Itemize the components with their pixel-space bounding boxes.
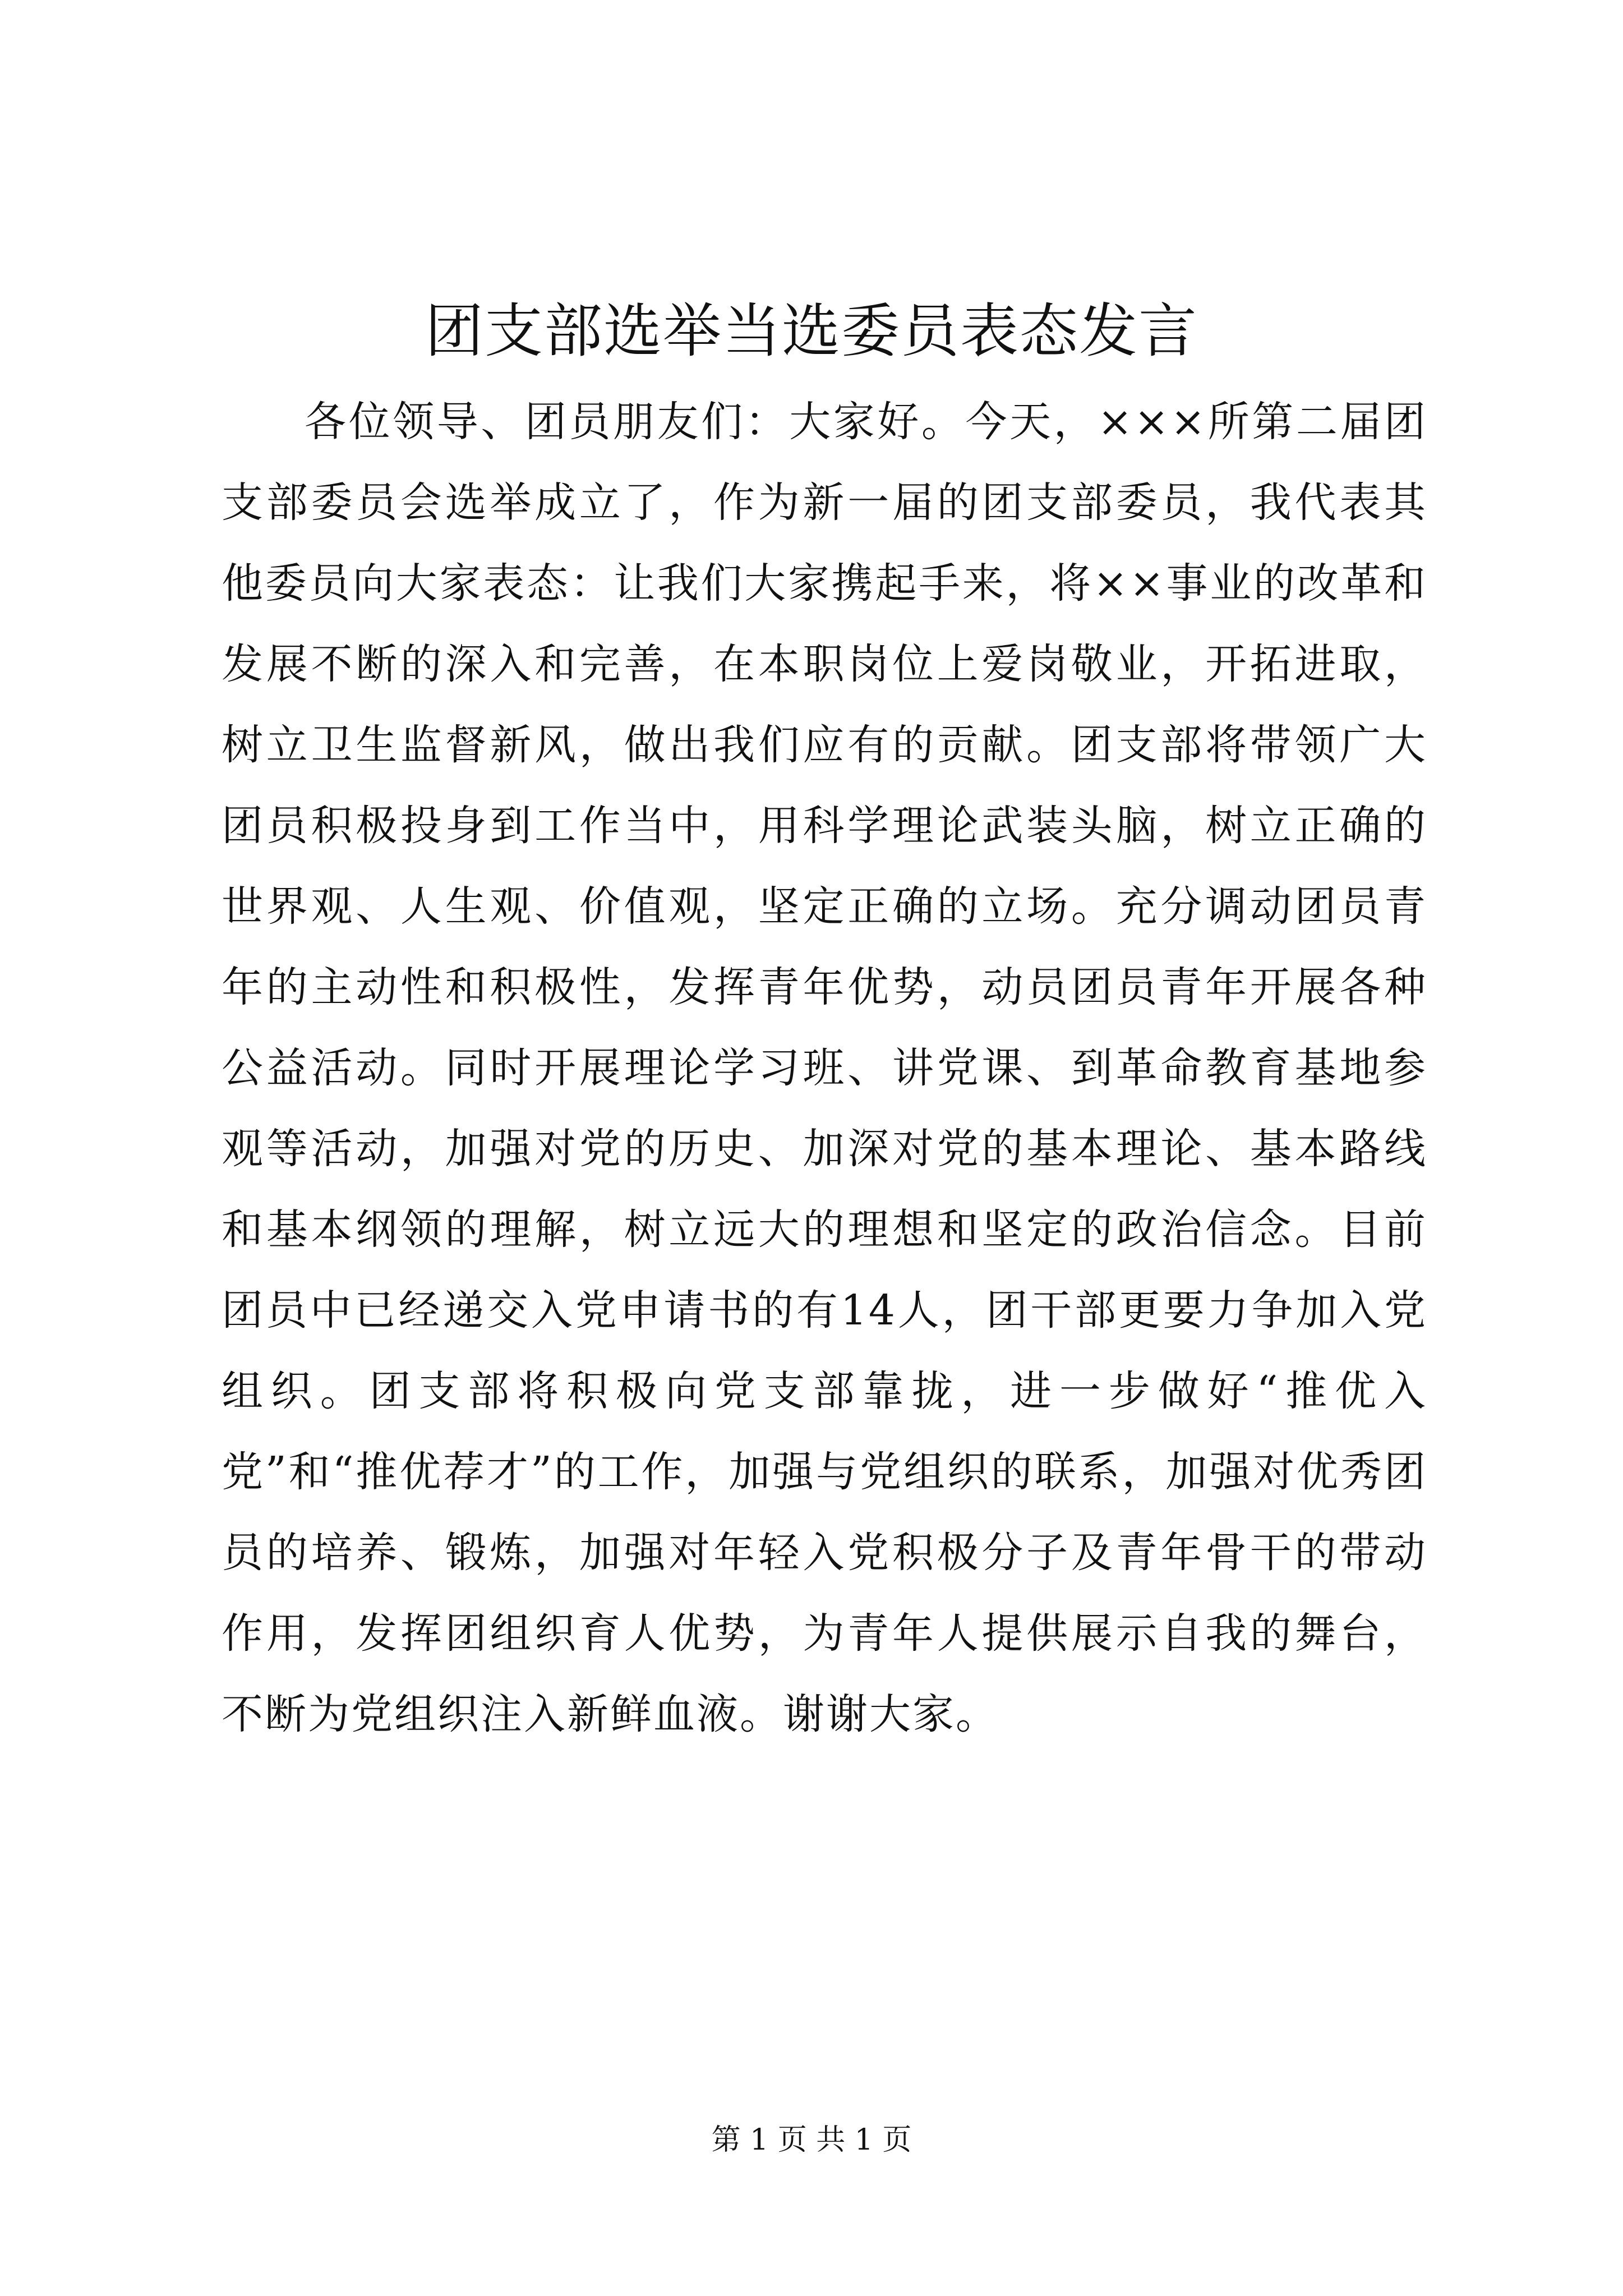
page-footer: 第 1 页 共 1 页 (711, 2123, 912, 2157)
document-body: 各位领导、团员朋友们：大家好。今天，×××所第二届团支部委员会选举成立了，作为新一届的团支部委员，我代表其他委员向大家表态：让我们大家携起手来，将××事业的改革和发展不断的深入和完善，在本职岗位上爱岗敬业，开拓进取，树立卫生监督新风，做出我们应有的贡献。团支部将带领广大团员积极投身到工作当中，用科学理论武装头脑，树立正确的世界观、人生观、价值观，坚定正确的立场。充分调动团员青年的主动性和积极性，发挥青年优势，动员团员青年开展各种公益活动。同时开展理论学习班、讲党课、到革命教育基地参观等活动，加强对党的历史、加深对党的基本理论、基本路线和基本纲领的理解，树立远大的理想和坚定的政治信念。目前团员中已经递交入党申请书的有14人，团干部更要力争加入党组织。团支部将积极向党支部靠拢，进一步做好“推优入党”和“推优荐才”的工作，加强与党组织的联系，加强对优秀团员的培养、锻炼，加强对年轻入党积极分子及青年骨干的带动作用，发挥团组织育人优势，为青年人提供展示自我的舞台，不断为党组织注入新鲜血液。谢谢大家。 (222, 398, 1427, 1738)
document-title: 团支部选举当选委员表态发言 (425, 297, 1198, 365)
